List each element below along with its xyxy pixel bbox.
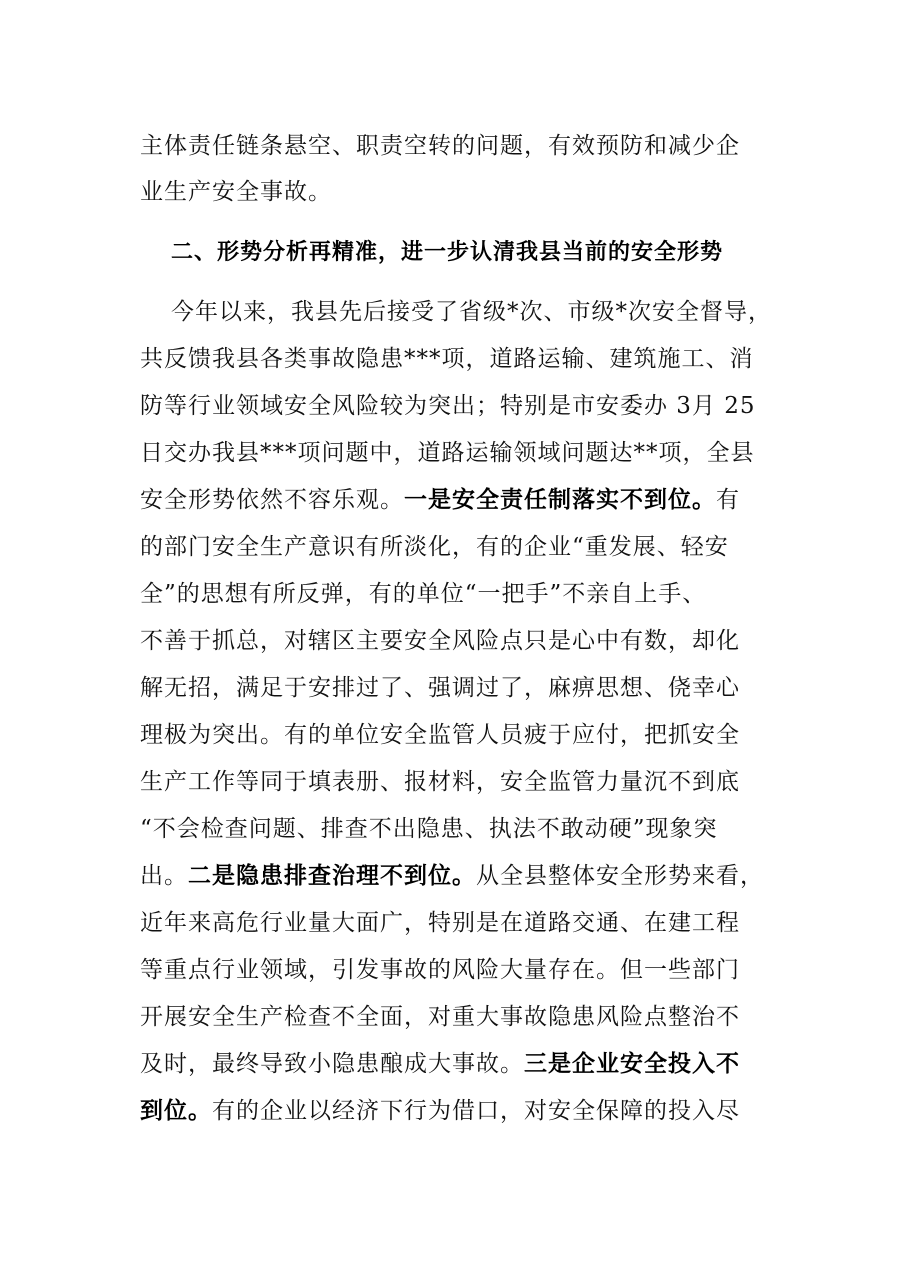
paragraph-line-12: “不会检查问题、排查不出隐患、执法不敢动硬”现象突 <box>140 816 718 842</box>
paragraph-line-13 <box>140 861 780 891</box>
paragraph-line-7: 全”的思想有所反弹，有的单位“一把手”不亲自上手、 <box>140 581 707 607</box>
plain-text: 有 <box>716 487 740 513</box>
paragraph-line-15: 等重点行业领域，引发事故的风险大量存在。但一些部门 <box>140 957 740 983</box>
plain-text: 从全县整体安全形势来看， <box>476 863 764 889</box>
paragraph-line-4: 日交办我县***项问题中，道路运输领域问题达**项，全县 <box>140 440 755 466</box>
plain-text: 及时，最终导致小隐患酿成大事故。 <box>140 1051 524 1077</box>
bold-point-one: 一是安全责任制落实不到位。 <box>404 487 716 513</box>
bold-point-two: 二是隐患排查治理不到位。 <box>188 863 476 889</box>
bold-point-three: 三是企业安全投入不 <box>524 1051 740 1077</box>
paragraph-line-11: 生产工作等同于填表册、报材料，安全监管力量沉不到底 <box>140 769 740 795</box>
plain-text: 安全形势依然不容乐观。 <box>140 487 404 513</box>
paragraph-line-6: 的部门安全生产意识有所淡化，有的企业“重发展、轻安 <box>140 534 729 560</box>
paragraph-line-17 <box>140 1049 780 1079</box>
paragraph-line-2: 共反馈我县各类事故隐患***项，道路运输、建筑施工、消 <box>140 346 754 372</box>
plain-text: 有的企业以经济下行为借口，对安全保障的投入尽 <box>212 1098 740 1124</box>
paragraph-line-18 <box>140 1096 780 1126</box>
paragraph-line-10: 理极为突出。有的单位安全监管人员疲于应付，把抓安全 <box>140 722 740 748</box>
paragraph-line-5 <box>140 485 780 515</box>
paragraph-line-9: 解无招，满足于安排过了、强调过了，麻痹思想、侥幸心 <box>140 675 740 701</box>
paragraph-line-3: 防等行业领域安全风险较为突出；特别是市安委办 3月 25 <box>140 393 756 419</box>
paragraph-line-8: 不善于抓总，对辖区主要安全风险点只是心中有数，却化 <box>140 628 740 654</box>
continuation-line-1: 主体责任链条悬空、职责空转的问题，有效预防和减少企 <box>140 133 740 159</box>
bold-point-three-continued: 到位。 <box>140 1098 212 1124</box>
continuation-line-2: 业生产安全事故。 <box>140 179 332 205</box>
section-heading: 二、形势分析再精准，进一步认清我县当前的安全形势 <box>171 240 724 265</box>
paragraph-line-16: 开展安全生产检查不全面，对重大事故隐患风险点整治不 <box>140 1004 740 1030</box>
paragraph-line-1: 今年以来，我县先后接受了省级*次、市级*次安全督导， <box>171 299 772 325</box>
paragraph-line-14: 近年来高危行业量大面广，特别是在道路交通、在建工程 <box>140 910 740 936</box>
plain-text: 出。 <box>140 863 188 889</box>
